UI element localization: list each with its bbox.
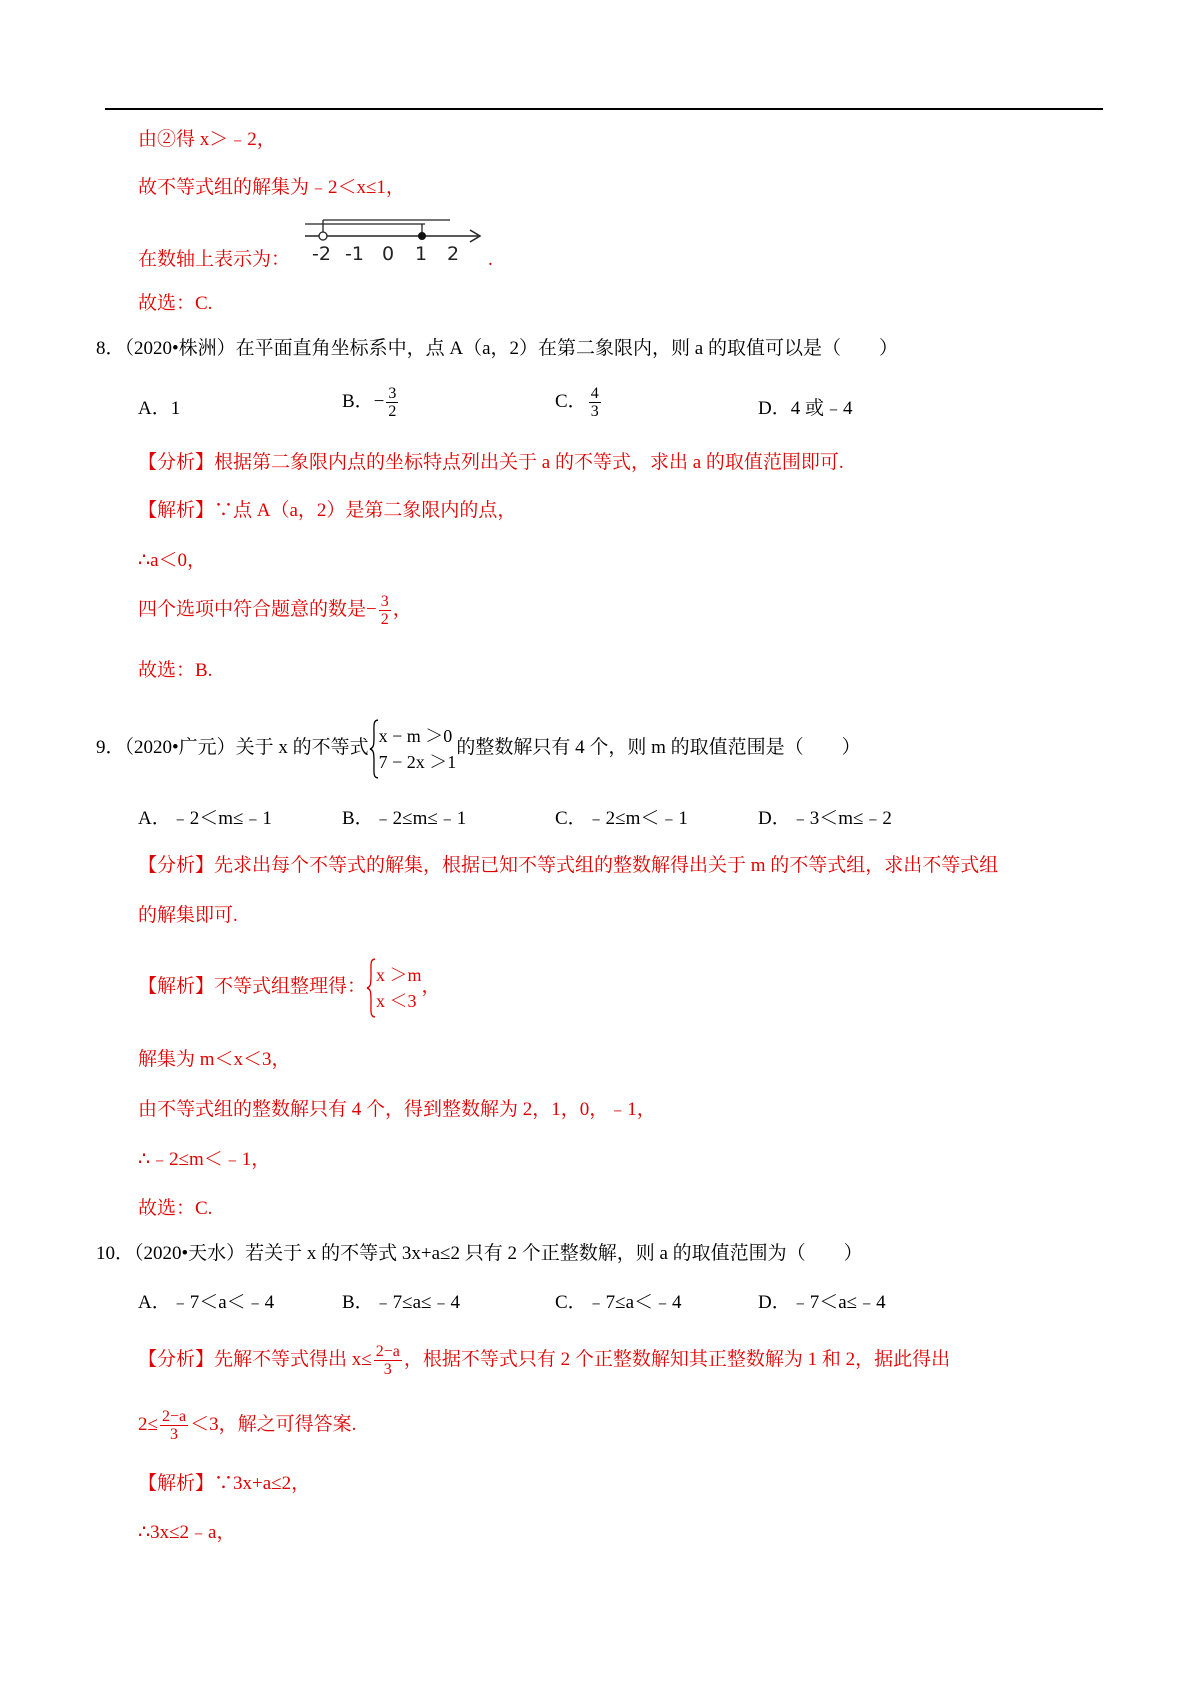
q9-option-d: D．﹣3＜m≤﹣2 (758, 808, 892, 829)
q10-option-a: A．﹣7＜a＜﹣4 (138, 1292, 275, 1313)
q9-inequality-system: x − m ＞0 7 − 2x ＞1 (369, 719, 457, 779)
q8-option-d: D．4 或﹣4 (758, 398, 853, 419)
q7-answer: 故选：C. (138, 293, 213, 314)
q8-option-b: B．− $\frac{3}{2}$ (342, 385, 397, 420)
number-line-figure (300, 210, 490, 268)
axis-tick-label: 0 (382, 243, 395, 265)
q10-option-c: C．﹣7≤a＜﹣4 (555, 1292, 682, 1313)
axis-tick-label: 2 (447, 243, 460, 265)
open-endpoint (319, 232, 327, 240)
q9-solution-system: x ＞m x ＜3 (366, 958, 422, 1018)
q10-stem: 10．（2020•天水）若关于 x 的不等式 3x+a≤2 只有 2 个正整数解，则 a 的取值范围为（ ） (96, 1243, 863, 1264)
axis-tick-label: -2 (312, 243, 331, 265)
q9-option-c: C．﹣2≤m＜﹣1 (555, 808, 688, 829)
q9-analysis-line-1: 【分析】先求出每个不等式的解集，根据已知不等式组的整数解得出关于 m 的不等式组，求出不等式组 (138, 855, 999, 876)
q8-solution-line-3: 四个选项中符合题意的数是− $\frac{3}{2}$ ， (138, 593, 412, 628)
q8-analysis: 【分析】根据第二象限内点的坐标特点列出关于 a 的不等式，求出 a 的取值范围即可. (138, 452, 844, 473)
q10-solution-line-2: ∴3x≤2﹣a， (138, 1522, 236, 1543)
q9-solution-line-2: 解集为 m＜x＜3， (138, 1049, 291, 1070)
q9-solution-line-1: 【解析】不等式组整理得： x ＞m x ＜3 ， (138, 957, 441, 1018)
q7-caption-period: . (488, 249, 493, 270)
closed-endpoint (418, 232, 426, 240)
q7-step-line: 由②得 x＞﹣2， (138, 129, 276, 150)
q7-number-line-caption: 在数轴上表示为： (138, 249, 291, 270)
q9-option-a: A．﹣2＜m≤﹣1 (138, 808, 272, 829)
q10-solution-line-1: 【解析】∵3x+a≤2， (138, 1473, 311, 1494)
q10-option-d: D．﹣7＜a≤﹣4 (758, 1292, 886, 1313)
q10-analysis-line-1: 【分析】先解不等式得出 x≤ $\frac{2-a}{3}$ ，根据不等式只有 2 个正整数解知其正整数解为 1 和 2，据此得出 (138, 1343, 951, 1378)
q9-solution-line-4: ∴﹣2≤m＜﹣1， (138, 1149, 271, 1170)
q9-analysis-line-2: 的解集即可. (138, 905, 238, 926)
q8-option-a: A．1 (138, 398, 181, 419)
header-rule (105, 108, 1103, 110)
q9-stem: 9．（2020•广元）关于 x 的不等式 x − m ＞0 7 − 2x ＞1 的整数解只有 4 个，则 m 的取值范围是（ ） (96, 718, 861, 779)
q8-answer: 故选：B. (138, 660, 213, 681)
q8-stem: 8．（2020•株洲）在平面直角坐标系中，点 A（a，2）在第二象限内，则 a 的取值可以是（ ） (96, 338, 898, 359)
q10-option-b: B．﹣7≤a≤﹣4 (342, 1292, 460, 1313)
q9-solution-line-3: 由不等式组的整数解只有 4 个，得到整数解为 2，1，0，﹣1， (138, 1099, 656, 1120)
q9-answer: 故选：C. (138, 1198, 213, 1219)
axis-tick-label: 1 (415, 243, 428, 265)
q7-solution-set: 故不等式组的解集为﹣2＜x≤1， (138, 177, 405, 198)
q9-option-b: B．﹣2≤m≤﹣1 (342, 808, 467, 829)
q10-analysis-line-2: 2≤ $\frac{2-a}{3}$ ＜3，解之可得答案. (138, 1408, 357, 1443)
q8-solution-line-2: ∴a＜0， (138, 550, 207, 571)
q8-solution-line-1: 【解析】∵点 A（a，2）是第二象限内的点， (138, 500, 517, 521)
axis-tick-label: -1 (345, 243, 364, 265)
q8-option-c: C． $\frac{4}{3}$ (555, 385, 599, 420)
